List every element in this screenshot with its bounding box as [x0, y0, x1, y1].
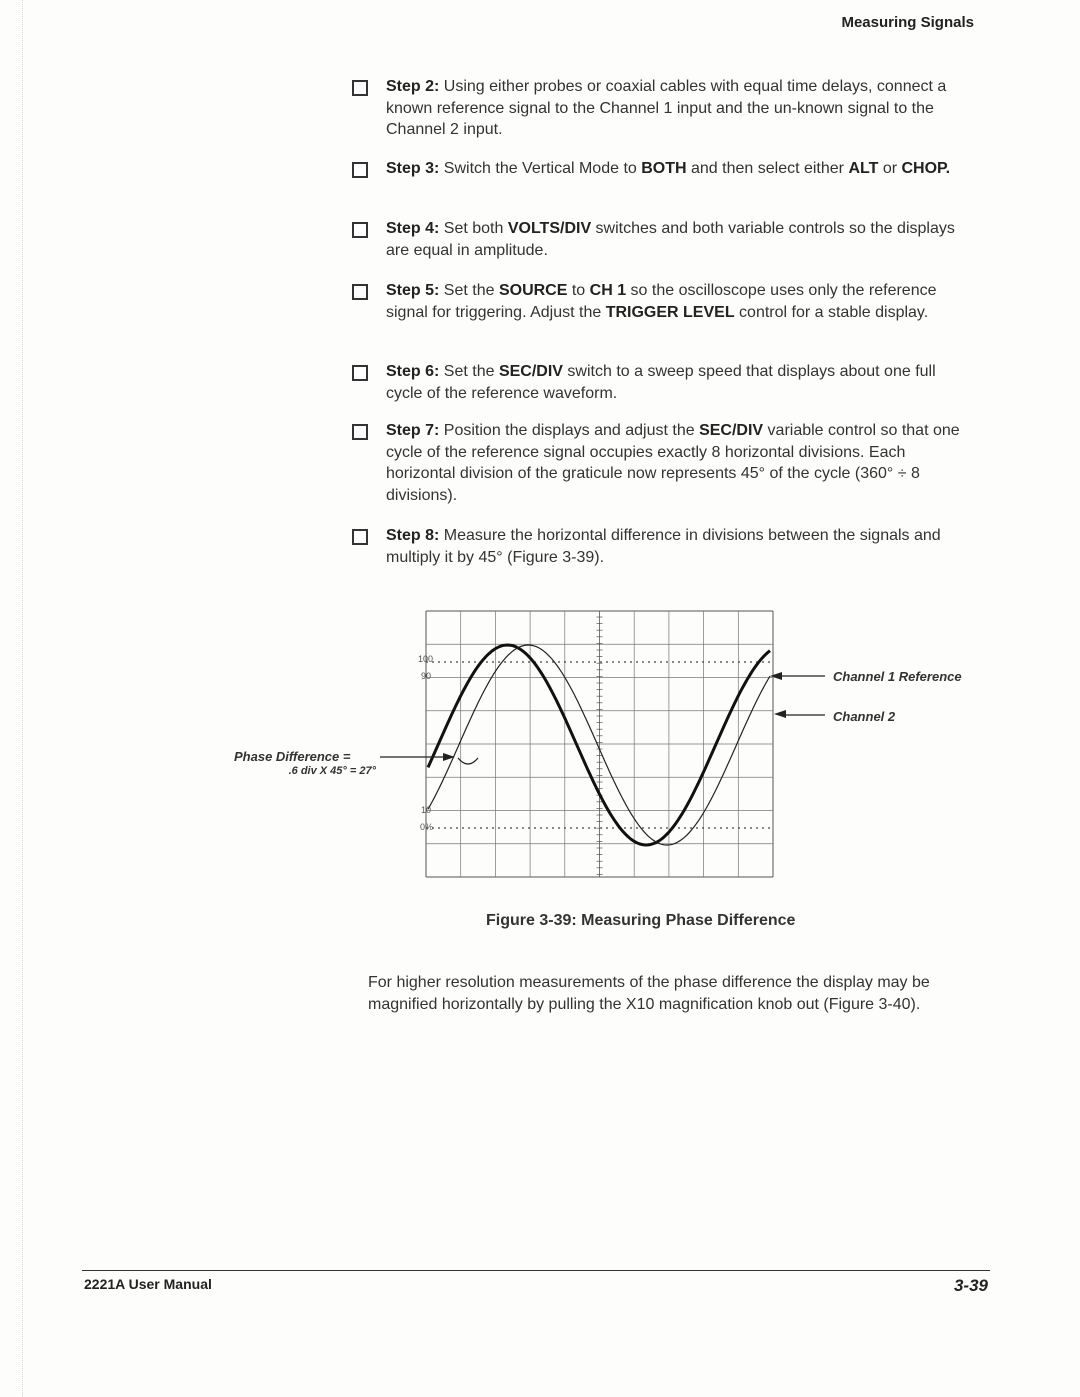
- step-body-text: Position the displays and adjust the: [443, 422, 700, 439]
- step-body-text: Measure the horizontal difference in divisions between the signals and multiply it by 45° (Figure 3-39).: [386, 527, 941, 566]
- step-body-text: Set the: [443, 363, 499, 380]
- step-body-text: control for a stable display.: [734, 303, 929, 321]
- step-body-text: or: [878, 160, 902, 177]
- step-label: Step 6:: [386, 363, 440, 380]
- control-name: BOTH: [641, 160, 687, 177]
- step-label: Step 8:: [386, 527, 440, 544]
- phase-arrowhead: [443, 753, 455, 761]
- step-body-text: variable control so that one cycle of the reference signal occupies exactly 8 horizontal divisions. Each horizontal division of the graticule now represents 45° of the cycle (360° ÷ 8 divisions).: [386, 422, 960, 504]
- channel2-arrowhead: [774, 710, 786, 718]
- step-label: Step 7:: [386, 422, 440, 439]
- control-name: ALT: [848, 160, 879, 177]
- figure-caption: Figure 3-39: Measuring Phase Difference: [486, 912, 796, 929]
- step-label: Step 3:: [386, 160, 440, 177]
- control-name: SOURCE: [498, 282, 568, 299]
- label-100: 100: [418, 654, 434, 664]
- phase-difference-label: Phase Difference =: [234, 749, 351, 764]
- step-label: Step 2:: [386, 78, 440, 95]
- step-body-text: so the oscilloscope uses only the reference signal for triggering. Adjust the: [386, 282, 937, 321]
- label-10: 10: [421, 805, 432, 815]
- manual-title: 2221A User Manual: [84, 1276, 212, 1292]
- step-body-text: to: [567, 282, 590, 299]
- phase-difference-formula: .6 div X 45° = 27°: [288, 765, 376, 777]
- body-paragraph: For higher resolution measurements of the phase difference the display may be magnified horizontally by pulling the X10 magnification knob out (Figure 3-40).: [368, 974, 930, 1013]
- step-body-text: switches and both variable controls so the displays are equal in amplitude.: [386, 220, 955, 259]
- control-name: SEC/DIV: [699, 422, 764, 439]
- channel2-label: Channel 2: [833, 709, 896, 724]
- page-number: 3-39: [953, 1276, 988, 1295]
- control-name: TRIGGER LEVEL: [605, 303, 735, 321]
- control-name: CHOP.: [901, 160, 951, 177]
- label-0-percent: 0%: [420, 822, 434, 832]
- step-body-text: Set both: [443, 220, 508, 237]
- footer-rule: [82, 1270, 990, 1271]
- step-body-text: switch to a sweep speed that displays about one full cycle of the reference waveform.: [386, 363, 936, 402]
- step-body-text: Set the: [443, 282, 499, 299]
- control-name: VOLTS/DIV: [507, 220, 592, 237]
- step-body-text: Using either probes or coaxial cables with equal time delays, connect a known reference signal to the Channel 1 input and the un-known signal to the Channel 2 input.: [386, 78, 947, 138]
- channel1-arrowhead: [770, 672, 782, 680]
- step-body-text: and then select either: [686, 160, 849, 177]
- control-name: SEC/DIV: [498, 363, 563, 380]
- section-title: Measuring Signals: [841, 14, 974, 31]
- channel1-reference-label: Channel 1 Reference: [833, 669, 962, 684]
- step-label: Step 5:: [386, 282, 440, 299]
- label-90: 90: [421, 671, 432, 681]
- step-label: Step 4:: [386, 220, 440, 237]
- step-body-text: Switch the Vertical Mode to: [443, 160, 642, 177]
- control-name: CH 1: [589, 282, 627, 299]
